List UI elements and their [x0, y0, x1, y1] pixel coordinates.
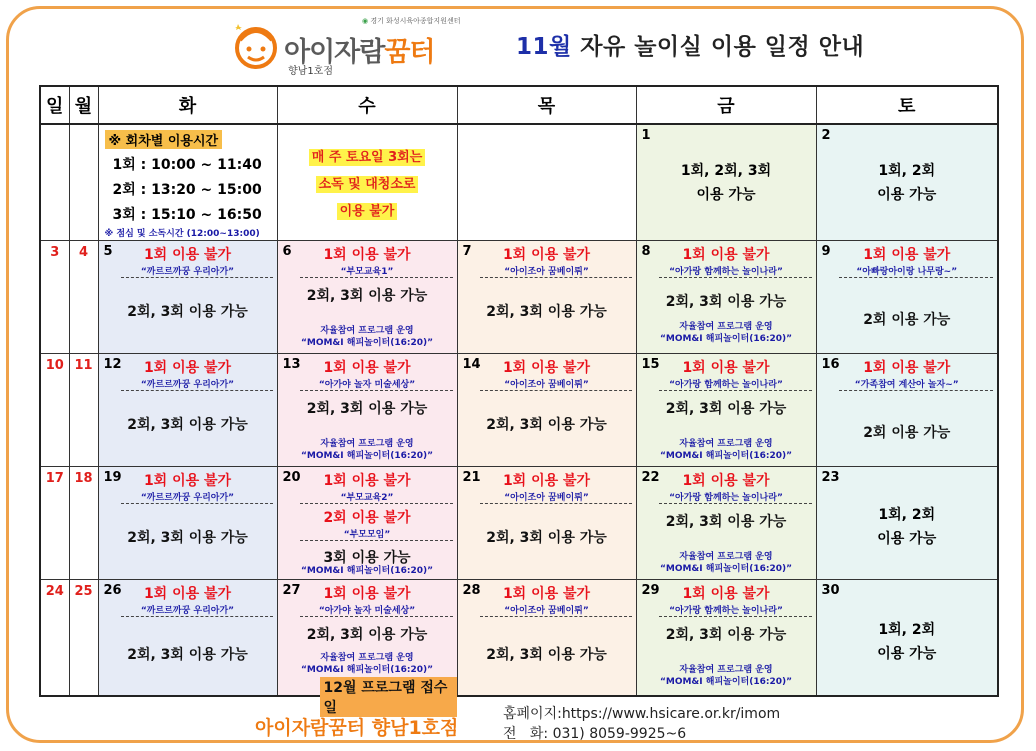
closed-label: 1회 이용 불가 [143, 246, 232, 263]
program-name: “까르르까꿍 우리아가” [140, 379, 235, 390]
day-number: 28 [462, 582, 481, 598]
schedule-line: 1회 : 10:00 ~ 11:40 [112, 157, 262, 173]
closed-label: 1회 이용 불가 [863, 246, 951, 263]
week-row [40, 353, 998, 466]
program-name: “아이조아 꿈베이뤼” [504, 492, 589, 503]
program-name: “아가랑 함께하는 놀이나라” [669, 266, 783, 277]
cell-text: 1회, 2회 [878, 163, 936, 179]
closed-label: 1회 이용 불가 [502, 472, 591, 489]
closed-label: 1회 이용 불가 [682, 585, 770, 602]
day-cell [816, 353, 998, 466]
day-cell [816, 579, 998, 696]
notice-line: 이용 불가 [337, 203, 398, 220]
empty-cell [457, 124, 636, 240]
closed-label: 1회 이용 불가 [323, 359, 411, 376]
day-cell [636, 579, 816, 696]
closed-label: 1회 이용 불가 [143, 472, 232, 489]
monday-cell [69, 466, 98, 579]
day-cell [98, 466, 277, 579]
program-note: 자율참여 프로그램 운영 [320, 438, 414, 449]
available-label: 2회, 3회 이용 가능 [127, 646, 248, 663]
divider [839, 277, 994, 278]
program-note: 자율참여 프로그램 운영 [679, 438, 773, 449]
program-note: “MOM&I 해피놀이터(16:20)” [659, 563, 793, 574]
day-number: 13 [282, 356, 301, 372]
program-note: “MOM&I 해피놀이터(16:20)” [659, 676, 793, 687]
cell-text: 이용 가능 [877, 187, 937, 203]
day-number: 5 [103, 243, 113, 259]
divider [121, 503, 273, 504]
notice-cell [277, 124, 457, 240]
program-note: 자율참여 프로그램 운영 [320, 652, 414, 663]
day-number: 18 [74, 470, 93, 486]
program-name: “아가야 놀자 미술세상” [318, 379, 416, 390]
program-name: “까르르까꿍 우리아가” [140, 492, 235, 503]
day-number: 6 [282, 243, 292, 259]
header-fri: 금 [636, 86, 816, 124]
day-number: 9 [821, 243, 831, 259]
available-label: 2회, 3회 이용 가능 [127, 529, 248, 546]
day-number: 3 [50, 244, 60, 260]
header-mon: 월 [69, 86, 98, 124]
divider [121, 616, 273, 617]
logo [232, 10, 462, 78]
divider [659, 390, 812, 391]
program-note: 자율참여 프로그램 운영 [679, 551, 773, 562]
program-name: “아가랑 함께하는 놀이나라” [669, 605, 783, 616]
empty-cell [69, 124, 98, 240]
program-note: 자율참여 프로그램 운영 [679, 664, 773, 675]
program-name: “까르르까꿍 우리아가” [140, 605, 235, 616]
day-cell [457, 353, 636, 466]
cell-text: 1회, 2회, 3회 [680, 163, 772, 179]
day-cell [636, 240, 816, 353]
day-number: 11 [74, 357, 93, 373]
closed-label: 1회 이용 불가 [143, 359, 232, 376]
available-label: 2회, 3회 이용 가능 [127, 416, 248, 433]
notice-line: 소독 및 대청소로 [316, 176, 419, 193]
day-number: 29 [641, 582, 660, 598]
divider [480, 503, 632, 504]
program-name: “아가랑 함께하는 놀이나라” [669, 379, 783, 390]
day-number: 8 [641, 243, 651, 259]
cell-text: 1회, 2회 [878, 506, 936, 523]
sunday-cell [40, 240, 69, 353]
week-row [40, 579, 998, 696]
available-label: 2회, 3회 이용 가능 [486, 646, 607, 663]
divider [659, 616, 812, 617]
day-number: 16 [821, 356, 840, 372]
program-note: 자율참여 프로그램 운영 [679, 321, 773, 332]
logo-branch: 향남1호점 [288, 66, 334, 77]
available-label: 2회, 3회 이용 가능 [486, 416, 607, 433]
day-cell [277, 466, 457, 579]
day-cell [636, 124, 816, 240]
day-number: 23 [821, 469, 840, 485]
day-number: 30 [821, 582, 840, 598]
available-label: 2회, 3회 이용 가능 [665, 626, 787, 643]
program-note: 자율참여 프로그램 운영 [320, 325, 414, 336]
footer-contact [503, 704, 780, 744]
program-name: “아이조아 꿈베이뤼” [504, 266, 589, 277]
cell-text: 이용 가능 [877, 530, 937, 547]
header-wed: 수 [277, 86, 457, 124]
day-number: 7 [462, 243, 472, 259]
page-title: 11월 자유 놀이실 이용 일정 안내 [516, 34, 865, 60]
program-name: “아가랑 함께하는 놀이나라” [669, 492, 783, 503]
week-row [40, 124, 998, 240]
schedule-title: ※ 회차별 이용시간 [105, 130, 223, 149]
day-number: 1 [641, 128, 651, 143]
logo-text: 아이자람꿈터 [284, 37, 435, 68]
available-label: 2회, 3회 이용 가능 [665, 400, 787, 417]
schedule-line: 3회 : 15:10 ~ 16:50 [112, 207, 262, 223]
available-label: 2회, 3회 이용 가능 [127, 303, 248, 320]
day-number: 19 [103, 469, 122, 485]
program-note: “MOM&I 해피놀이터(16:20)” [659, 333, 793, 344]
day-cell [816, 240, 998, 353]
program-name: “부모모임” [343, 529, 391, 540]
program-name: “아가야 놀자 미술세상” [318, 605, 416, 616]
cell-text: 1회, 2회 [878, 621, 936, 638]
sunday-cell [40, 579, 69, 696]
divider [839, 390, 994, 391]
header-thu: 목 [457, 86, 636, 124]
divider [300, 616, 453, 617]
closed-label: 1회 이용 불가 [502, 359, 591, 376]
cell-text: 이용 가능 [696, 187, 756, 203]
week-row [40, 240, 998, 353]
day-cell [277, 240, 457, 353]
divider [659, 277, 812, 278]
day-cell [98, 240, 277, 353]
program-name: “아이조아 꿈베이뤼” [504, 605, 589, 616]
available-label: 2회, 3회 이용 가능 [486, 529, 607, 546]
sunday-cell [40, 466, 69, 579]
schedule-note: ※ 점심 및 소독시간 (12:00~13:00) [104, 229, 260, 239]
divider [480, 277, 632, 278]
day-number: 22 [641, 469, 660, 485]
divider [121, 277, 273, 278]
day-number: 2 [821, 128, 831, 143]
schedule-info-cell [98, 124, 277, 240]
day-number: 17 [45, 470, 64, 486]
day-number: 10 [45, 357, 64, 373]
day-cell [816, 124, 998, 240]
logo-center-name: ◉ 경기 화성시육아종합지원센터 [362, 17, 461, 25]
day-cell [277, 579, 457, 716]
divider [300, 503, 453, 504]
program-name: “까르르까꿍 우리아가” [140, 266, 235, 277]
program-note: “MOM&I 해피놀이터(16:20)” [300, 337, 434, 348]
monday-cell [69, 579, 98, 696]
monday-cell [69, 240, 98, 353]
day-cell [636, 353, 816, 466]
day-cell [457, 579, 636, 696]
available-label: 2회, 3회 이용 가능 [306, 287, 428, 304]
day-cell [816, 466, 998, 579]
available-label: 2회 이용 가능 [863, 424, 951, 441]
program-note: “MOM&I 해피놀이터(16:20)” [300, 565, 434, 576]
day-number: 25 [74, 583, 93, 599]
program-name: “가족참여 계산아 놀자~” [854, 379, 959, 390]
day-number: 24 [45, 583, 64, 599]
sunday-cell [40, 353, 69, 466]
cell-text: 이용 가능 [877, 645, 937, 662]
day-cell [457, 240, 636, 353]
divider [659, 503, 812, 504]
divider [480, 616, 632, 617]
available-label: 2회, 3회 이용 가능 [306, 400, 428, 417]
divider [300, 540, 453, 541]
divider [300, 277, 453, 278]
closed-label: 1회 이용 불가 [863, 359, 951, 376]
monday-cell [69, 353, 98, 466]
day-number: 21 [462, 469, 481, 485]
child-face-logo-icon [232, 18, 280, 70]
closed-label: 1회 이용 불가 [502, 246, 591, 263]
available-label: 2회, 3회 이용 가능 [486, 303, 607, 320]
day-number: 15 [641, 356, 660, 372]
divider [121, 390, 273, 391]
empty-cell [40, 124, 69, 240]
day-cell [277, 353, 457, 466]
divider [480, 390, 632, 391]
closed-label: 2회 이용 불가 [323, 509, 411, 526]
program-name: “부모교육1” [340, 266, 394, 277]
closed-label: 1회 이용 불가 [323, 246, 411, 263]
weekday-header-row [40, 86, 998, 124]
available-label: 2회, 3회 이용 가능 [665, 513, 787, 530]
program-note: “MOM&I 해피놀이터(16:20)” [300, 450, 434, 461]
week-row [40, 466, 998, 579]
header-sat: 토 [816, 86, 998, 124]
closed-label: 1회 이용 불가 [143, 585, 232, 602]
available-label: 3회 이용 가능 [323, 549, 411, 566]
available-label: 2회, 3회 이용 가능 [665, 293, 787, 310]
day-number: 14 [462, 356, 481, 372]
footer-center-name: 아이자람꿈터 향남1호점 [255, 717, 459, 739]
registration-badge: 12월 프로그램 접수일 [320, 677, 457, 717]
closed-label: 1회 이용 불가 [682, 359, 770, 376]
day-number: 4 [78, 244, 89, 260]
closed-label: 1회 이용 불가 [682, 472, 770, 489]
closed-label: 1회 이용 불가 [502, 585, 591, 602]
day-number: 27 [282, 582, 301, 598]
notice-line: 매 주 토요일 3회는 [309, 149, 426, 166]
available-label: 2회 이용 가능 [863, 311, 951, 328]
program-note: “MOM&I 해피놀이터(16:20)” [300, 664, 434, 675]
program-name: “부모교육2” [340, 492, 394, 503]
day-cell [636, 466, 816, 579]
day-number: 26 [103, 582, 122, 598]
program-name: “아빠랑아이랑 나무랑~” [856, 266, 958, 277]
program-note: “MOM&I 해피놀이터(16:20)” [659, 450, 793, 461]
header-sun: 일 [40, 86, 69, 124]
closed-label: 1회 이용 불가 [323, 585, 411, 602]
day-number: 20 [282, 469, 301, 485]
day-number: 12 [103, 356, 122, 372]
header-tue: 화 [98, 86, 277, 124]
available-label: 2회, 3회 이용 가능 [306, 626, 428, 643]
closed-label: 1회 이용 불가 [323, 472, 411, 489]
homepage-link[interactable]: 홈페이지:https://www.hsicare.or.kr/imom [503, 706, 781, 722]
day-cell [98, 579, 277, 696]
phone-number: 전 화: 031) 8059-9925~6 [503, 726, 687, 742]
day-cell [457, 466, 636, 579]
program-name: “아이조아 꿈베이뤼” [504, 379, 589, 390]
day-cell [98, 353, 277, 466]
divider [300, 390, 453, 391]
closed-label: 1회 이용 불가 [682, 246, 770, 263]
schedule-line: 2회 : 13:20 ~ 15:00 [112, 182, 262, 198]
